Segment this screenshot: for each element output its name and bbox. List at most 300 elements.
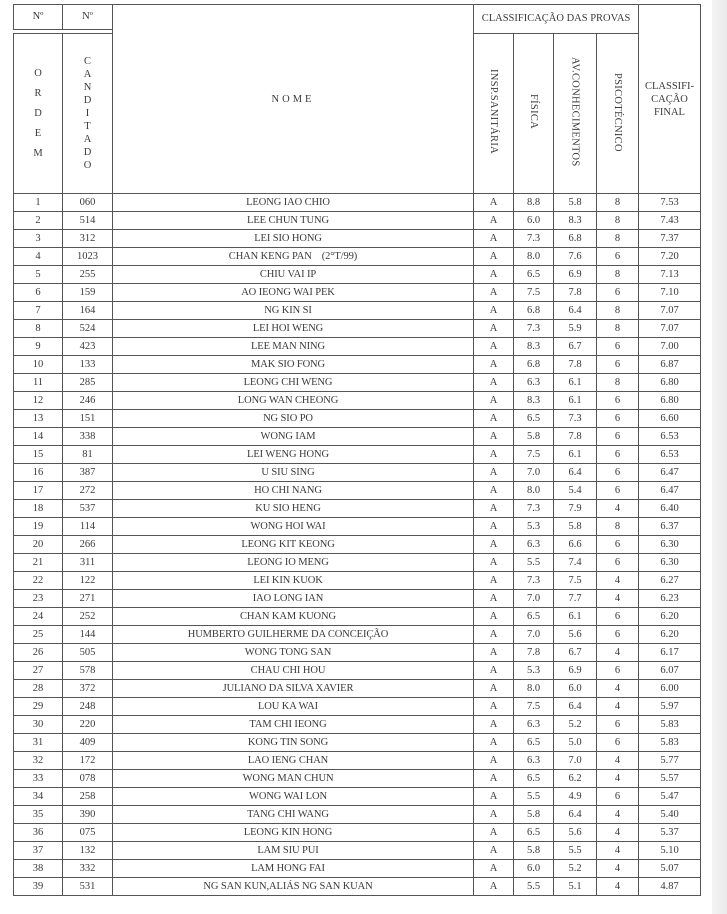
ordem-letter: E bbox=[34, 127, 42, 139]
cell-candidato: 312 bbox=[63, 230, 113, 248]
cell-insp-sanitaria: A bbox=[474, 824, 514, 842]
cell-av-conhecimentos: 5.4 bbox=[554, 482, 597, 500]
cell-candidato: 248 bbox=[63, 698, 113, 716]
cell-classificacao-final: 5.97 bbox=[639, 698, 701, 716]
cell-psicotecnico: 6 bbox=[597, 536, 639, 554]
candidate-name: LEE MAN NING bbox=[250, 341, 326, 352]
cell-fisica: 6.5 bbox=[514, 734, 554, 752]
candidate-name: LEONG IO MENG bbox=[247, 557, 329, 568]
cell-psicotecnico: 4 bbox=[597, 680, 639, 698]
candidate-name: LEI HOI WENG bbox=[252, 323, 324, 334]
candidate-name: TAM CHI IEONG bbox=[249, 719, 327, 730]
cell-psicotecnico: 6 bbox=[597, 482, 639, 500]
cell-candidato: 133 bbox=[63, 356, 113, 374]
cell-ordem: 13 bbox=[14, 410, 63, 428]
candidate-note bbox=[329, 557, 339, 568]
candidate-note bbox=[330, 197, 340, 208]
cell-candidato: 537 bbox=[63, 500, 113, 518]
cell-classificacao-final: 5.37 bbox=[639, 824, 701, 842]
candidate-name: CHAN KAM KUONG bbox=[239, 611, 337, 622]
cell-insp-sanitaria: A bbox=[474, 752, 514, 770]
cell-fisica: 7.5 bbox=[514, 284, 554, 302]
cell-av-conhecimentos: 5.6 bbox=[554, 626, 597, 644]
candidate-name: LAO IENG CHAN bbox=[247, 755, 329, 766]
cell-nome bbox=[113, 716, 474, 734]
cell-psicotecnico: 4 bbox=[597, 860, 639, 878]
cell-candidato: 271 bbox=[63, 590, 113, 608]
cell-ordem: 10 bbox=[14, 356, 63, 374]
candidate-note bbox=[338, 395, 348, 406]
candidato-letters bbox=[84, 55, 92, 172]
cell-ordem: 34 bbox=[14, 788, 63, 806]
cell-fisica: 6.8 bbox=[514, 302, 554, 320]
cell-insp-sanitaria: A bbox=[474, 428, 514, 446]
cell-psicotecnico: 6 bbox=[597, 464, 639, 482]
cell-psicotecnico: 8 bbox=[597, 266, 639, 284]
candidate-name: NG SAN KUN,ALIÁS NG SAN KUAN bbox=[203, 881, 373, 892]
candidate-name: WONG TONG SAN bbox=[244, 647, 332, 658]
classificacao-final-line: CAÇÃO bbox=[651, 93, 688, 105]
cell-classificacao-final: 5.77 bbox=[639, 752, 701, 770]
cell-psicotecnico: 6 bbox=[597, 608, 639, 626]
cell-psicotecnico: 4 bbox=[597, 806, 639, 824]
cell-insp-sanitaria: A bbox=[474, 212, 514, 230]
ordem-letter: R bbox=[34, 87, 42, 99]
cell-psicotecnico: 4 bbox=[597, 878, 639, 896]
cell-av-conhecimentos: 7.8 bbox=[554, 284, 597, 302]
cell-nome bbox=[113, 734, 474, 752]
cell-candidato: 409 bbox=[63, 734, 113, 752]
cell-psicotecnico: 6 bbox=[597, 428, 639, 446]
cell-nome bbox=[113, 500, 474, 518]
cell-psicotecnico: 6 bbox=[597, 446, 639, 464]
header-nome: NOME bbox=[113, 5, 474, 194]
table-row bbox=[14, 194, 701, 212]
cell-ordem: 23 bbox=[14, 590, 63, 608]
cell-fisica: 7.0 bbox=[514, 464, 554, 482]
cell-psicotecnico: 8 bbox=[597, 374, 639, 392]
candidato-letter: I bbox=[85, 108, 90, 119]
cell-insp-sanitaria: A bbox=[474, 356, 514, 374]
cell-nome bbox=[113, 752, 474, 770]
candidate-name: U SIU SING bbox=[261, 467, 315, 478]
cell-av-conhecimentos: 5.8 bbox=[554, 194, 597, 212]
cell-ordem: 20 bbox=[14, 536, 63, 554]
cell-nome bbox=[113, 428, 474, 446]
cell-nome bbox=[113, 410, 474, 428]
cell-nome bbox=[113, 644, 474, 662]
cell-av-conhecimentos: 5.2 bbox=[554, 860, 597, 878]
cell-nome bbox=[113, 212, 474, 230]
page-edge-shadow bbox=[712, 0, 727, 914]
cell-nome bbox=[113, 320, 474, 338]
candidate-name: CHAU CHI HOU bbox=[250, 665, 326, 676]
cell-psicotecnico: 6 bbox=[597, 338, 639, 356]
candidate-note: (2°T/99) bbox=[321, 251, 358, 262]
cell-nome bbox=[113, 518, 474, 536]
cell-insp-sanitaria: A bbox=[474, 410, 514, 428]
table-row bbox=[14, 518, 701, 536]
candidate-note bbox=[328, 755, 338, 766]
cell-classificacao-final: 7.53 bbox=[639, 194, 701, 212]
cell-nome bbox=[113, 842, 474, 860]
cell-candidato: 311 bbox=[63, 554, 113, 572]
cell-fisica: 8.0 bbox=[514, 482, 554, 500]
cell-insp-sanitaria: A bbox=[474, 374, 514, 392]
classification-table bbox=[13, 4, 701, 896]
cell-ordem: 33 bbox=[14, 770, 63, 788]
cell-psicotecnico: 4 bbox=[597, 842, 639, 860]
candidate-name: CHIU VAI IP bbox=[259, 269, 317, 280]
table-row bbox=[14, 536, 701, 554]
cell-ordem: 17 bbox=[14, 482, 63, 500]
cell-fisica: 6.5 bbox=[514, 266, 554, 284]
cell-ordem: 26 bbox=[14, 644, 63, 662]
cell-fisica: 8.8 bbox=[514, 194, 554, 212]
candidate-note bbox=[325, 359, 335, 370]
cell-candidato: 151 bbox=[63, 410, 113, 428]
cell-classificacao-final: 6.60 bbox=[639, 410, 701, 428]
candidate-name: HO CHI NANG bbox=[254, 485, 322, 496]
cell-av-conhecimentos: 5.5 bbox=[554, 842, 597, 860]
candidato-letter: A bbox=[83, 69, 92, 80]
cell-psicotecnico: 8 bbox=[597, 302, 639, 320]
candidate-name: LAM HONG FAI bbox=[251, 863, 325, 874]
cell-nome bbox=[113, 572, 474, 590]
cell-ordem: 15 bbox=[14, 446, 63, 464]
candidate-name: LONG WAN CHEONG bbox=[237, 395, 339, 406]
candidato-letter: D bbox=[83, 95, 92, 106]
table-row bbox=[14, 572, 701, 590]
table-row bbox=[14, 428, 701, 446]
candidate-note bbox=[319, 845, 329, 856]
cell-candidato: 578 bbox=[63, 662, 113, 680]
cell-insp-sanitaria: A bbox=[474, 590, 514, 608]
candidato-letter: A bbox=[83, 134, 92, 145]
cell-candidato: 81 bbox=[63, 446, 113, 464]
cell-av-conhecimentos: 7.5 bbox=[554, 572, 597, 590]
candidate-name: CHAN KENG PAN bbox=[228, 251, 312, 262]
cell-nome bbox=[113, 284, 474, 302]
ordem-letter: D bbox=[34, 107, 42, 119]
cell-psicotecnico: 4 bbox=[597, 752, 639, 770]
cell-fisica: 8.3 bbox=[514, 338, 554, 356]
cell-nome bbox=[113, 698, 474, 716]
table-row bbox=[14, 788, 701, 806]
cell-av-conhecimentos: 6.9 bbox=[554, 662, 597, 680]
cell-av-conhecimentos: 6.7 bbox=[554, 338, 597, 356]
table-row bbox=[14, 464, 701, 482]
cell-candidato: 514 bbox=[63, 212, 113, 230]
cell-classificacao-final: 6.47 bbox=[639, 464, 701, 482]
table-row bbox=[14, 608, 701, 626]
cell-av-conhecimentos: 8.3 bbox=[554, 212, 597, 230]
cell-fisica: 5.5 bbox=[514, 878, 554, 896]
cell-candidato: 531 bbox=[63, 878, 113, 896]
cell-psicotecnico: 6 bbox=[597, 662, 639, 680]
candidate-note bbox=[388, 629, 398, 640]
cell-candidato: 252 bbox=[63, 608, 113, 626]
cell-psicotecnico: 4 bbox=[597, 770, 639, 788]
candidato-letter: N bbox=[83, 82, 92, 93]
cell-nome bbox=[113, 860, 474, 878]
cell-av-conhecimentos: 7.8 bbox=[554, 428, 597, 446]
cell-ordem: 2 bbox=[14, 212, 63, 230]
candidate-name: LOU KA WAI bbox=[257, 701, 319, 712]
candidate-note bbox=[353, 683, 363, 694]
fisica-label: FÍSICA bbox=[528, 94, 539, 130]
cell-psicotecnico: 6 bbox=[597, 788, 639, 806]
cell-av-conhecimentos: 4.9 bbox=[554, 788, 597, 806]
candidate-note bbox=[332, 377, 342, 388]
cell-classificacao-final: 7.43 bbox=[639, 212, 701, 230]
candidate-name: LEE CHUN TUNG bbox=[247, 215, 329, 226]
cell-classificacao-final: 5.83 bbox=[639, 734, 701, 752]
cell-psicotecnico: 4 bbox=[597, 572, 639, 590]
cell-fisica: 6.5 bbox=[514, 824, 554, 842]
cell-nome bbox=[113, 554, 474, 572]
cell-candidato: 332 bbox=[63, 860, 113, 878]
cell-ordem: 28 bbox=[14, 680, 63, 698]
candidate-name: WONG WAI LON bbox=[249, 791, 327, 802]
table-row bbox=[14, 662, 701, 680]
cell-classificacao-final: 6.07 bbox=[639, 662, 701, 680]
cell-nome bbox=[113, 608, 474, 626]
candidate-note bbox=[329, 809, 339, 820]
table-row bbox=[14, 248, 701, 266]
cell-classificacao-final: 6.27 bbox=[639, 572, 701, 590]
cell-ordem: 25 bbox=[14, 626, 63, 644]
cell-insp-sanitaria: A bbox=[474, 194, 514, 212]
cell-candidato: 524 bbox=[63, 320, 113, 338]
cell-candidato: 220 bbox=[63, 716, 113, 734]
candidate-note bbox=[322, 233, 332, 244]
table-row bbox=[14, 590, 701, 608]
ordem-letter: O bbox=[34, 67, 42, 79]
cell-psicotecnico: 4 bbox=[597, 590, 639, 608]
cell-ordem: 35 bbox=[14, 806, 63, 824]
cell-classificacao-final: 5.10 bbox=[639, 842, 701, 860]
cell-nome bbox=[113, 680, 474, 698]
cell-classificacao-final: 6.80 bbox=[639, 392, 701, 410]
cell-candidato: 144 bbox=[63, 626, 113, 644]
cell-ordem: 29 bbox=[14, 698, 63, 716]
classificacao-final-label bbox=[639, 80, 700, 119]
cell-ordem: 27 bbox=[14, 662, 63, 680]
candidate-note bbox=[321, 503, 331, 514]
av-conhecimentos-label: AV.CONHECIMENTOS bbox=[569, 57, 581, 167]
candidate-name: LEI WENG HONG bbox=[247, 449, 329, 460]
cell-candidato: 505 bbox=[63, 644, 113, 662]
cell-av-conhecimentos: 5.1 bbox=[554, 878, 597, 896]
cell-fisica: 5.8 bbox=[514, 428, 554, 446]
cell-fisica: 5.5 bbox=[514, 554, 554, 572]
header-candidato-no: Nº bbox=[63, 5, 113, 30]
cell-fisica: 7.8 bbox=[514, 644, 554, 662]
candidate-name: LEI SIO HONG bbox=[254, 233, 322, 244]
table-row bbox=[14, 284, 701, 302]
cell-insp-sanitaria: A bbox=[474, 446, 514, 464]
cell-nome bbox=[113, 878, 474, 896]
cell-ordem: 37 bbox=[14, 842, 63, 860]
cell-av-conhecimentos: 7.3 bbox=[554, 410, 597, 428]
cell-insp-sanitaria: A bbox=[474, 338, 514, 356]
candidate-name: KONG TIN SONG bbox=[247, 737, 329, 748]
table-row bbox=[14, 392, 701, 410]
cell-ordem: 9 bbox=[14, 338, 63, 356]
cell-av-conhecimentos: 7.0 bbox=[554, 752, 597, 770]
cell-fisica: 5.3 bbox=[514, 662, 554, 680]
cell-fisica: 6.0 bbox=[514, 860, 554, 878]
cell-fisica: 8.3 bbox=[514, 392, 554, 410]
cell-insp-sanitaria: A bbox=[474, 266, 514, 284]
cell-psicotecnico: 6 bbox=[597, 626, 639, 644]
cell-candidato: 114 bbox=[63, 518, 113, 536]
cell-insp-sanitaria: A bbox=[474, 608, 514, 626]
candidate-note bbox=[322, 485, 332, 496]
cell-insp-sanitaria: A bbox=[474, 842, 514, 860]
candidate-note bbox=[327, 791, 337, 802]
cell-classificacao-final: 5.47 bbox=[639, 788, 701, 806]
cell-candidato: 390 bbox=[63, 806, 113, 824]
candidate-note bbox=[323, 593, 333, 604]
cell-candidato: 122 bbox=[63, 572, 113, 590]
cell-candidato: 132 bbox=[63, 842, 113, 860]
cell-insp-sanitaria: A bbox=[474, 734, 514, 752]
cell-ordem: 30 bbox=[14, 716, 63, 734]
cell-fisica: 7.3 bbox=[514, 572, 554, 590]
classificacao-final-line: CLASSIFI- bbox=[644, 80, 694, 92]
cell-ordem: 6 bbox=[14, 284, 63, 302]
cell-fisica: 6.3 bbox=[514, 374, 554, 392]
cell-candidato: 172 bbox=[63, 752, 113, 770]
table-row bbox=[14, 878, 701, 896]
cell-nome bbox=[113, 338, 474, 356]
header-av-conhecimentos bbox=[554, 34, 597, 194]
cell-ordem: 16 bbox=[14, 464, 63, 482]
cell-insp-sanitaria: A bbox=[474, 770, 514, 788]
cell-fisica: 8.0 bbox=[514, 680, 554, 698]
cell-av-conhecimentos: 7.6 bbox=[554, 248, 597, 266]
candidate-note bbox=[325, 341, 335, 352]
table-row bbox=[14, 860, 701, 878]
table-row bbox=[14, 626, 701, 644]
cell-psicotecnico: 6 bbox=[597, 392, 639, 410]
candidate-note bbox=[326, 521, 336, 532]
cell-psicotecnico: 4 bbox=[597, 500, 639, 518]
cell-classificacao-final: 7.10 bbox=[639, 284, 701, 302]
header-ordem-vertical bbox=[14, 34, 63, 194]
cell-insp-sanitaria: A bbox=[474, 554, 514, 572]
cell-classificacao-final: 7.13 bbox=[639, 266, 701, 284]
candidate-name: WONG HOI WAI bbox=[250, 521, 326, 532]
cell-classificacao-final: 7.07 bbox=[639, 320, 701, 338]
cell-candidato: 075 bbox=[63, 824, 113, 842]
cell-classificacao-final: 6.53 bbox=[639, 428, 701, 446]
candidate-name: LEI KIN KUOK bbox=[253, 575, 323, 586]
cell-av-conhecimentos: 6.4 bbox=[554, 806, 597, 824]
cell-candidato: 372 bbox=[63, 680, 113, 698]
cell-ordem: 24 bbox=[14, 608, 63, 626]
table-row bbox=[14, 716, 701, 734]
candidate-name: JULIANO DA SILVA XAVIER bbox=[222, 683, 354, 694]
candidate-name: LEONG KIN HONG bbox=[243, 827, 333, 838]
cell-insp-sanitaria: A bbox=[474, 644, 514, 662]
cell-nome bbox=[113, 536, 474, 554]
table-row bbox=[14, 356, 701, 374]
cell-nome bbox=[113, 806, 474, 824]
cell-psicotecnico: 6 bbox=[597, 284, 639, 302]
cell-nome bbox=[113, 626, 474, 644]
candidate-note bbox=[335, 539, 345, 550]
candidate-name: LEONG IAO CHIO bbox=[246, 197, 330, 208]
cell-classificacao-final: 7.20 bbox=[639, 248, 701, 266]
candidate-name: KU SIO HENG bbox=[255, 503, 321, 514]
cell-ordem: 32 bbox=[14, 752, 63, 770]
cell-classificacao-final: 6.00 bbox=[639, 680, 701, 698]
candidate-note bbox=[336, 611, 346, 622]
cell-fisica: 7.5 bbox=[514, 698, 554, 716]
table-row bbox=[14, 680, 701, 698]
candidato-letter: T bbox=[84, 121, 91, 132]
candidate-name: WONG IAM bbox=[260, 431, 316, 442]
cell-classificacao-final: 6.30 bbox=[639, 536, 701, 554]
cell-classificacao-final: 6.23 bbox=[639, 590, 701, 608]
cell-insp-sanitaria: A bbox=[474, 860, 514, 878]
cell-fisica: 7.3 bbox=[514, 500, 554, 518]
candidate-name: HUMBERTO GUILHERME DA CONCEIÇÃO bbox=[187, 629, 389, 640]
candidato-letter: O bbox=[83, 160, 92, 171]
cell-fisica: 6.0 bbox=[514, 212, 554, 230]
cell-nome bbox=[113, 482, 474, 500]
table-row bbox=[14, 338, 701, 356]
cell-fisica: 5.3 bbox=[514, 518, 554, 536]
candidate-note bbox=[323, 575, 333, 586]
ordem-letter: M bbox=[33, 147, 43, 159]
cell-ordem: 39 bbox=[14, 878, 63, 896]
cell-fisica: 7.3 bbox=[514, 230, 554, 248]
header-candidato-vertical bbox=[63, 34, 113, 194]
candidate-name: LEONG CHI WENG bbox=[243, 377, 333, 388]
cell-candidato: 423 bbox=[63, 338, 113, 356]
table-row bbox=[14, 806, 701, 824]
candidate-note bbox=[325, 863, 335, 874]
cell-psicotecnico: 6 bbox=[597, 554, 639, 572]
cell-classificacao-final: 7.07 bbox=[639, 302, 701, 320]
cell-classificacao-final: 6.47 bbox=[639, 482, 701, 500]
table-row bbox=[14, 302, 701, 320]
cell-insp-sanitaria: A bbox=[474, 482, 514, 500]
cell-classificacao-final: 6.80 bbox=[639, 374, 701, 392]
cell-classificacao-final: 5.07 bbox=[639, 860, 701, 878]
cell-nome bbox=[113, 464, 474, 482]
cell-candidato: 387 bbox=[63, 464, 113, 482]
cell-av-conhecimentos: 6.2 bbox=[554, 770, 597, 788]
cell-classificacao-final: 5.40 bbox=[639, 806, 701, 824]
table-row bbox=[14, 824, 701, 842]
cell-insp-sanitaria: A bbox=[474, 320, 514, 338]
table-row bbox=[14, 266, 701, 284]
candidate-note bbox=[325, 665, 335, 676]
cell-classificacao-final: 6.53 bbox=[639, 446, 701, 464]
candidate-note bbox=[331, 647, 341, 658]
cell-psicotecnico: 8 bbox=[597, 320, 639, 338]
table-header bbox=[14, 5, 701, 194]
cell-av-conhecimentos: 7.9 bbox=[554, 500, 597, 518]
cell-ordem: 18 bbox=[14, 500, 63, 518]
candidate-note bbox=[328, 737, 338, 748]
cell-candidato: 1023 bbox=[63, 248, 113, 266]
